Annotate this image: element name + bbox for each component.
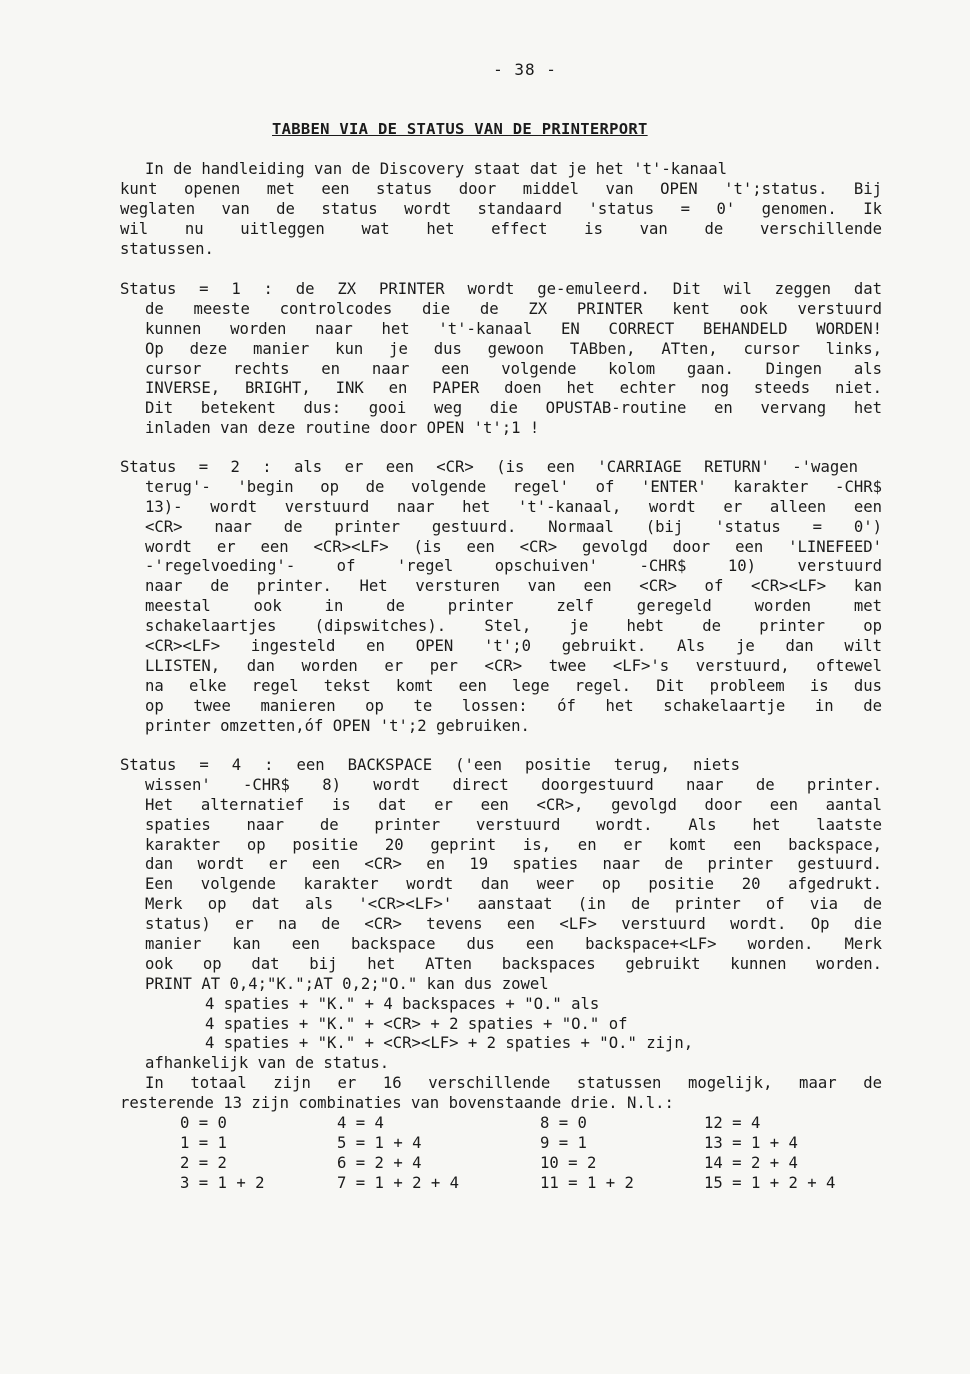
table-cell: 11 = 1 + 2 [540, 1173, 634, 1192]
table-cell: 5 = 1 + 4 [337, 1133, 422, 1152]
table-cell: 2 = 2 [180, 1153, 227, 1172]
text-line: In totaal zijn er 16 verschillende statussen mogelijk, maar de [145, 1074, 882, 1093]
table-cell: 3 = 1 + 2 [180, 1173, 265, 1192]
text-line: Merk op dat als '<CR><LF>' aanstaat (in de printer of via de [145, 895, 882, 914]
text-line: Een volgende karakter wordt dan weer op positie 20 afgedrukt. [145, 875, 882, 894]
text-line: afhankelijk van de status. [145, 1054, 390, 1073]
status-combinations-table [180, 1114, 900, 1194]
text-line: op twee manieren op te lossen: óf het schakelaartje in de [145, 696, 882, 715]
text-line: Status = 4 : een BACKSPACE ('een positie terug, niets [120, 756, 740, 774]
text-line: wil nu uitleggen wat het effect is van de verschillende [120, 219, 882, 238]
text-line: <CR><LF> ingesteld en OPEN 't';0 gebruikt. Als je dan wilt [145, 637, 882, 656]
text-line: wordt er een <CR><LF> (is een <CR> gevolgd door een 'LINEFEED' [145, 537, 882, 556]
table-cell: 9 = 1 [540, 1133, 587, 1152]
text-line: na elke regel tekst komt een lege regel. Dit probleem is dus [145, 676, 882, 695]
table-cell: 13 = 1 + 4 [704, 1133, 798, 1152]
text-line: karakter op positie 20 geprint is, en er komt een backspace, [145, 835, 882, 854]
text-line: INVERSE, BRIGHT, INK en PAPER doen het echter nog steeds niet. [145, 379, 882, 398]
status-4-paragraph [120, 756, 882, 1114]
text-line: de meeste controlcodes die de ZX PRINTER kent ook verstuurd [145, 299, 882, 318]
text-line: resterende 13 zijn combinaties van bovenstaande drie. N.l.: [120, 1094, 674, 1113]
text-line: Op deze manier kun je dus gewoon TABben, ATten, cursor links, [145, 339, 882, 358]
page-number: - 38 - [493, 60, 557, 79]
text-line: dan wordt er een <CR> en 19 spaties naar de printer gestuurd. [145, 855, 882, 874]
table-cell: 6 = 2 + 4 [337, 1153, 422, 1172]
text-line: schakelaartjes (dipswitches). Stel, je hebt de printer op [145, 617, 882, 636]
table-cell: 12 = 4 [704, 1114, 761, 1132]
table-cell: 14 = 2 + 4 [704, 1153, 798, 1172]
text-line: weglaten van de status wordt standaard 'status = 0' genomen. Ik [120, 199, 882, 218]
text-line: 13)- wordt verstuurd naar het 't'-kanaal, wordt er alleen een [145, 497, 882, 516]
text-line: Het alternatief is dat er een <CR>, gevolgd door een aantal [145, 795, 882, 814]
table-cell: 1 = 1 [180, 1133, 227, 1152]
table-row [180, 1114, 900, 1134]
text-line: meestal ook in de printer zelf geregeld worden met [145, 597, 882, 616]
text-line: naar de printer. Het versturen van een <CR> of <CR><LF> kan [145, 577, 882, 596]
table-cell: 8 = 0 [540, 1114, 587, 1132]
intro-paragraph [120, 160, 882, 259]
text-line: LLISTEN, dan worden er per <CR> twee <LF>'s verstuurd, oftewel [145, 656, 882, 675]
text-line: ook op dat bij het ATten backspaces gebruikt kunnen worden. [145, 954, 882, 973]
text-line: Status = 1 : de ZX PRINTER wordt ge-emuleerd. Dit wil zeggen dat [120, 280, 882, 298]
text-line: printer omzetten,óf OPEN 't';2 gebruiken. [145, 716, 530, 735]
text-line: terug'- 'begin op de volgende regel' of 'ENTER' karakter -CHR$ [145, 477, 882, 496]
text-line: Status = 2 : als er een <CR> (is een 'CARRIAGE RETURN' -'wagen [120, 458, 858, 476]
text-line: Dit betekent dus: gooi weg die OPUSTAB-routine en vervang het [145, 399, 882, 418]
text-line: inladen van deze routine door OPEN 't';1 ! [145, 419, 540, 438]
text-line: kunnen worden naar het 't'-kanaal EN CORRECT BEHANDELD WORDEN! [145, 319, 882, 338]
text-line: PRINT AT 0,4;"K.";AT 0,2;"O." kan dus zowel [145, 974, 549, 993]
text-line: spaties naar de printer verstuurd wordt. Als het laatste [145, 815, 882, 834]
text-line: <CR> naar de printer gestuurd. Normaal (bij 'status = 0') [145, 517, 882, 536]
page-title: TABBEN VIA DE STATUS VAN DE PRINTERPORT [272, 120, 648, 138]
table-row [180, 1154, 900, 1174]
text-line: status) er na de <CR> tevens een <LF> verstuurd wordt. Op die [145, 915, 882, 934]
text-line: kunt openen met een status door middel van OPEN 't';status. Bij [120, 179, 882, 198]
status-2-paragraph [120, 458, 882, 736]
table-cell: 4 = 4 [337, 1114, 384, 1132]
table-cell: 10 = 2 [540, 1153, 597, 1172]
text-line: wissen' -CHR$ 8) wordt direct doorgestuurd naar de printer. [145, 775, 882, 794]
table-row [180, 1134, 900, 1154]
text-line: -'regelvoeding'- of 'regel opschuiven' -CHR$ 10) verstuurd [145, 557, 882, 576]
text-line: statussen. [120, 239, 214, 258]
example-line: 4 spaties + "K." + 4 backspaces + "O." als [205, 994, 600, 1013]
text-line: cursor rechts en naar een volgende kolom gaan. Dingen als [145, 359, 882, 378]
example-line: 4 spaties + "K." + <CR><LF> + 2 spaties + "O." zijn, [205, 1034, 694, 1053]
table-row [180, 1174, 900, 1194]
text-line: manier kan een backspace dus een backspace+<LF> worden. Merk [145, 935, 882, 954]
example-line: 4 spaties + "K." + <CR> + 2 spaties + "O." of [205, 1014, 628, 1033]
table-cell: 15 = 1 + 2 + 4 [704, 1173, 836, 1192]
table-cell: 0 = 0 [180, 1114, 227, 1132]
status-1-paragraph [120, 280, 882, 439]
text-line: In de handleiding van de Discovery staat dat je het 't'-kanaal [145, 160, 728, 178]
table-cell: 7 = 1 + 2 + 4 [337, 1173, 460, 1192]
